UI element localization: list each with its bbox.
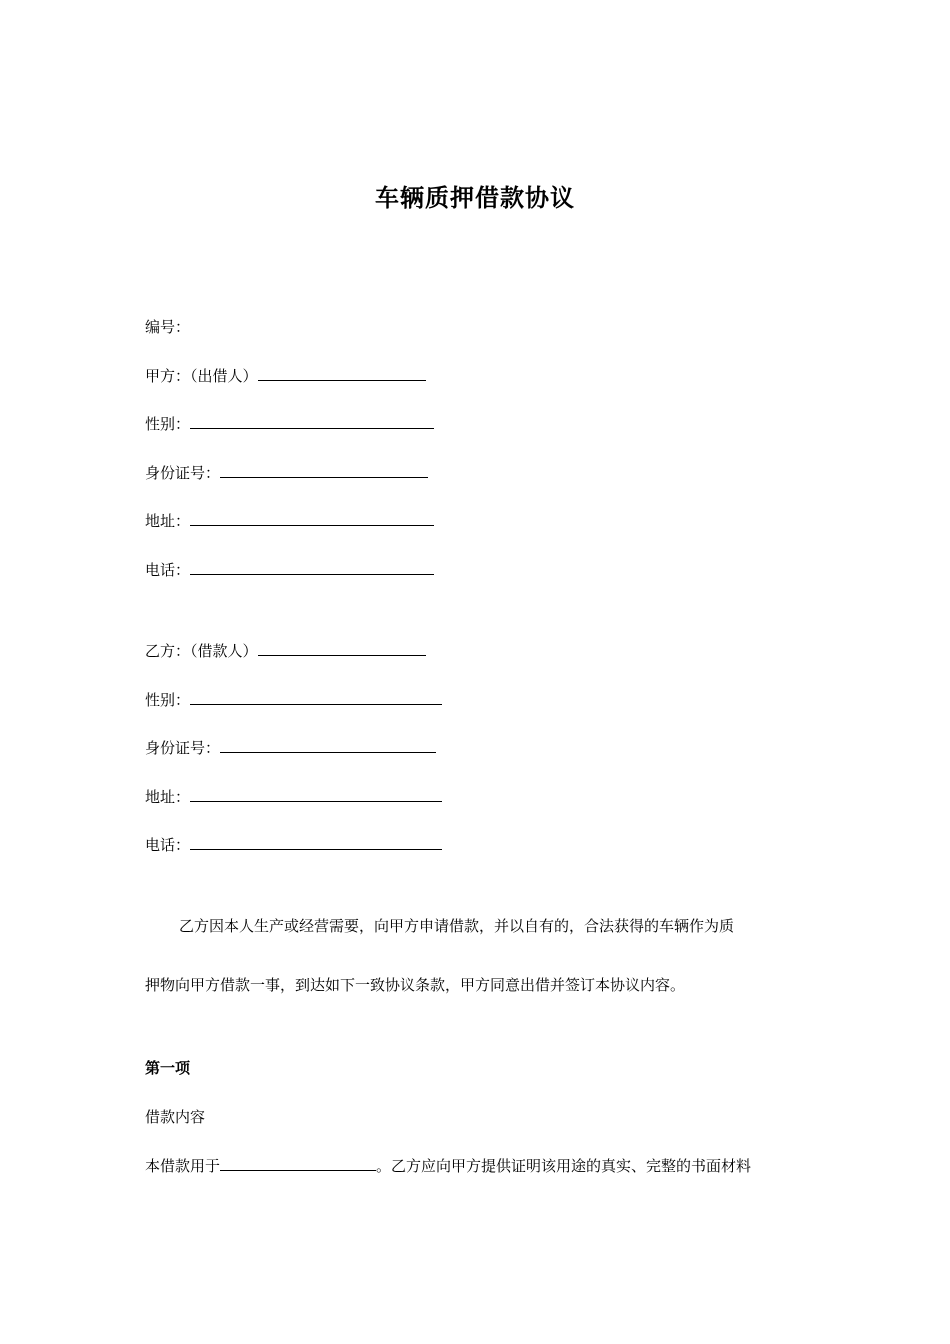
- number-field: [145, 316, 190, 338]
- party-b-phone-blank: [190, 834, 442, 850]
- party-b-gender-label: 性别：: [145, 691, 191, 709]
- party-a-address-field: [145, 510, 434, 532]
- party-b-address-field: [145, 786, 442, 808]
- party-b-name-blank: [258, 640, 426, 656]
- party-a-address-label: 地址：: [145, 512, 191, 530]
- party-b-phone-label: 电话：: [145, 836, 191, 854]
- party-b-id-label: 身份证号：: [145, 739, 221, 757]
- party-b-heading: 乙方：（借款人）: [145, 642, 258, 660]
- intro-paragraph-line-2: 押物向甲方借款一事，到达如下一致协议条款，甲方同意出借并签订本协议内容。: [145, 976, 686, 994]
- party-b-heading-field: [145, 640, 426, 662]
- number-label: 编号：: [145, 318, 191, 336]
- section-1-text-prefix: 本借款用于: [145, 1157, 221, 1175]
- section-1-text: [145, 1155, 751, 1177]
- party-b-phone-field: [145, 834, 442, 856]
- party-a-name-blank: [258, 365, 426, 381]
- loan-purpose-blank: [220, 1155, 376, 1171]
- party-a-id-field: [145, 462, 428, 484]
- party-a-phone-blank: [190, 559, 434, 575]
- party-a-heading-field: [145, 365, 426, 387]
- party-b-id-field: [145, 737, 436, 759]
- party-a-phone-field: [145, 559, 434, 581]
- party-b-gender-blank: [190, 689, 442, 705]
- section-1-text-suffix: 。乙方应向甲方提供证明该用途的真实、完整的书面材料: [376, 1157, 752, 1175]
- party-a-gender-field: [145, 413, 434, 435]
- party-a-id-label: 身份证号：: [145, 464, 221, 482]
- party-a-id-blank: [220, 462, 428, 478]
- party-b-gender-field: [145, 689, 442, 711]
- party-b-id-blank: [220, 737, 436, 753]
- party-b-address-label: 地址：: [145, 788, 191, 806]
- party-a-gender-label: 性别：: [145, 415, 191, 433]
- party-a-gender-blank: [190, 413, 434, 429]
- section-1-heading: 第一项: [145, 1059, 191, 1077]
- party-a-phone-label: 电话：: [145, 561, 191, 579]
- intro-paragraph-line-1: 乙方因本人生产或经营需要，向甲方申请借款，并以自有的，合法获得的车辆作为质: [179, 917, 735, 935]
- party-a-address-blank: [190, 510, 434, 526]
- section-1-subheading: 借款内容: [145, 1108, 206, 1126]
- document-title: 车辆质押借款协议: [375, 184, 575, 212]
- party-a-heading: 甲方：（出借人）: [145, 367, 258, 385]
- party-b-address-blank: [190, 786, 442, 802]
